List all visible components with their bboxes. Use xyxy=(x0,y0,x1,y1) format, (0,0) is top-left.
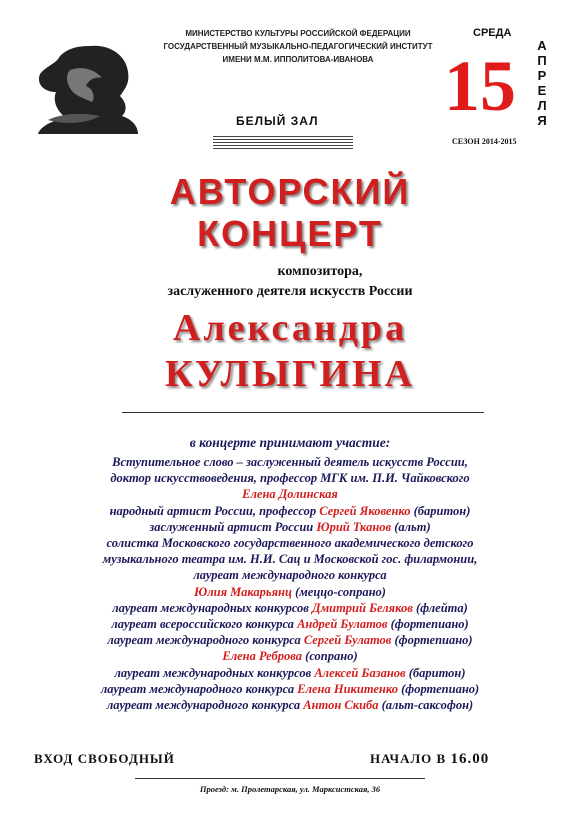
month-letter: Р xyxy=(537,68,547,83)
participant-text: лауреат всероссийского конкурса xyxy=(111,617,298,632)
participant-text: лауреат международного конкурса xyxy=(107,633,304,648)
participant-text: (фортепиано) xyxy=(387,617,469,632)
day-number: 15 xyxy=(444,46,516,126)
participant-line xyxy=(0,584,580,600)
participant-text: солистка Московского государственного академического детского xyxy=(106,536,474,551)
performer-name: Елена Долинская xyxy=(242,487,338,502)
participant-line xyxy=(0,551,580,567)
subtitle-composer: композитора, xyxy=(277,264,363,279)
title-line-2: КОНЦЕРТ xyxy=(197,213,383,254)
month-letter: Е xyxy=(537,83,547,98)
participant-text: (сопрано) xyxy=(302,649,358,664)
performer-name: Елена Никитенко xyxy=(297,681,398,696)
composer-last-name: КУЛЫГИНА xyxy=(164,353,416,395)
participant-line xyxy=(0,519,580,535)
weekday: СРЕДА xyxy=(473,27,512,39)
participant-line xyxy=(0,616,580,632)
participant-text: Вступительное слово – заслуженный деятель искусств России, xyxy=(112,455,468,469)
participant-line xyxy=(0,648,580,664)
free-entry: ВХОД СВОБОДНЫЙ xyxy=(34,751,175,766)
address: Проезд: м. Пролетарская, ул. Марксистская, 36 xyxy=(199,784,381,794)
performer-name: Антон Скиба xyxy=(303,698,379,713)
participant-text: (альт) xyxy=(391,519,431,534)
performer-name: Юлия Макарьянц xyxy=(194,584,292,599)
participant-text: (флейта) xyxy=(412,600,468,615)
participant-line xyxy=(0,503,580,519)
participant-line xyxy=(0,454,580,470)
start-time: 16.00 xyxy=(450,751,490,767)
month-letter: Я xyxy=(537,113,547,128)
participant-line xyxy=(0,486,580,502)
participant-line xyxy=(0,600,580,616)
participant-text: лауреат международных конкурсов xyxy=(112,600,313,615)
divider xyxy=(122,412,484,413)
performer-name: Сергей Булатов xyxy=(303,633,392,648)
participant-line xyxy=(0,665,580,681)
title-line-1: АВТОРСКИЙ xyxy=(169,171,411,212)
music-staff-decoration xyxy=(213,136,353,150)
participant-line xyxy=(0,697,580,713)
month-vertical xyxy=(536,38,548,128)
subtitle-honor: заслуженного деятеля искусств России xyxy=(167,284,413,299)
participants-lines xyxy=(0,454,580,713)
participant-text: (альт-саксофон) xyxy=(378,698,474,713)
participant-text: (фортепиано) xyxy=(391,633,473,648)
participant-text: (меццо-сопрано) xyxy=(291,584,386,599)
performer-name: Алексей Базанов xyxy=(314,665,406,680)
participant-text: (баритон) xyxy=(405,665,466,680)
participant-text: лауреат международного конкурса xyxy=(106,698,304,713)
month-letter: П xyxy=(537,53,547,68)
participant-text: лауреат международных конкурсов xyxy=(114,665,315,680)
hall-name: БЕЛЫЙ ЗАЛ xyxy=(236,114,319,128)
participant-line xyxy=(0,632,580,648)
participants-lead: в концерте принимают участие: xyxy=(189,435,391,450)
performer-name: Андрей Булатов xyxy=(297,617,388,632)
start-time-block xyxy=(370,751,489,768)
month-letter: Л xyxy=(537,98,547,113)
institute-logo-silhouette-icon xyxy=(30,40,140,135)
participant-text: лауреат международного конкурса xyxy=(100,681,298,696)
participant-line xyxy=(0,681,580,697)
season: СЕЗОН 2014-2015 xyxy=(452,137,517,146)
participant-text: (баритон) xyxy=(410,503,471,518)
performer-name: Сергей Яковенко xyxy=(319,503,411,518)
institution-line: МИНИСТЕРСТВО КУЛЬТУРЫ РОССИЙСКОЙ ФЕДЕРАЦИИ xyxy=(185,29,411,38)
participant-text: заслуженный артист России xyxy=(149,519,317,534)
performer-name: Дмитрий Беляков xyxy=(312,600,413,615)
month-letter: А xyxy=(537,38,547,53)
footer-divider xyxy=(135,778,425,779)
participant-line xyxy=(0,470,580,486)
participant-text: музыкального театра им. Н.И. Сац и Московской гос. филармонии, xyxy=(102,552,478,567)
participant-line xyxy=(0,567,580,583)
institution-line: ГОСУДАРСТВЕННЫЙ МУЗЫКАЛЬНО-ПЕДАГОГИЧЕСКИЙ ИНСТИТУТ xyxy=(163,42,433,51)
start-label: НАЧАЛО В xyxy=(370,751,447,766)
performer-name: Елена Реброва xyxy=(222,649,303,664)
participant-text: лауреат международного конкурса xyxy=(193,568,387,583)
institution-line: ИМЕНИ М.М. ИППОЛИТОВА-ИВАНОВА xyxy=(222,55,374,64)
composer-first-name: Александра xyxy=(172,307,408,349)
participant-line xyxy=(0,535,580,551)
participant-text: (фортепиано) xyxy=(397,681,480,696)
performer-name: Юрий Тканов xyxy=(316,519,392,534)
participants-list xyxy=(0,432,580,713)
participant-text: доктор искусствоведения, профессор МГК им. П.И. Чайковского xyxy=(110,471,470,486)
participant-text: народный артист России, профессор xyxy=(109,503,320,518)
